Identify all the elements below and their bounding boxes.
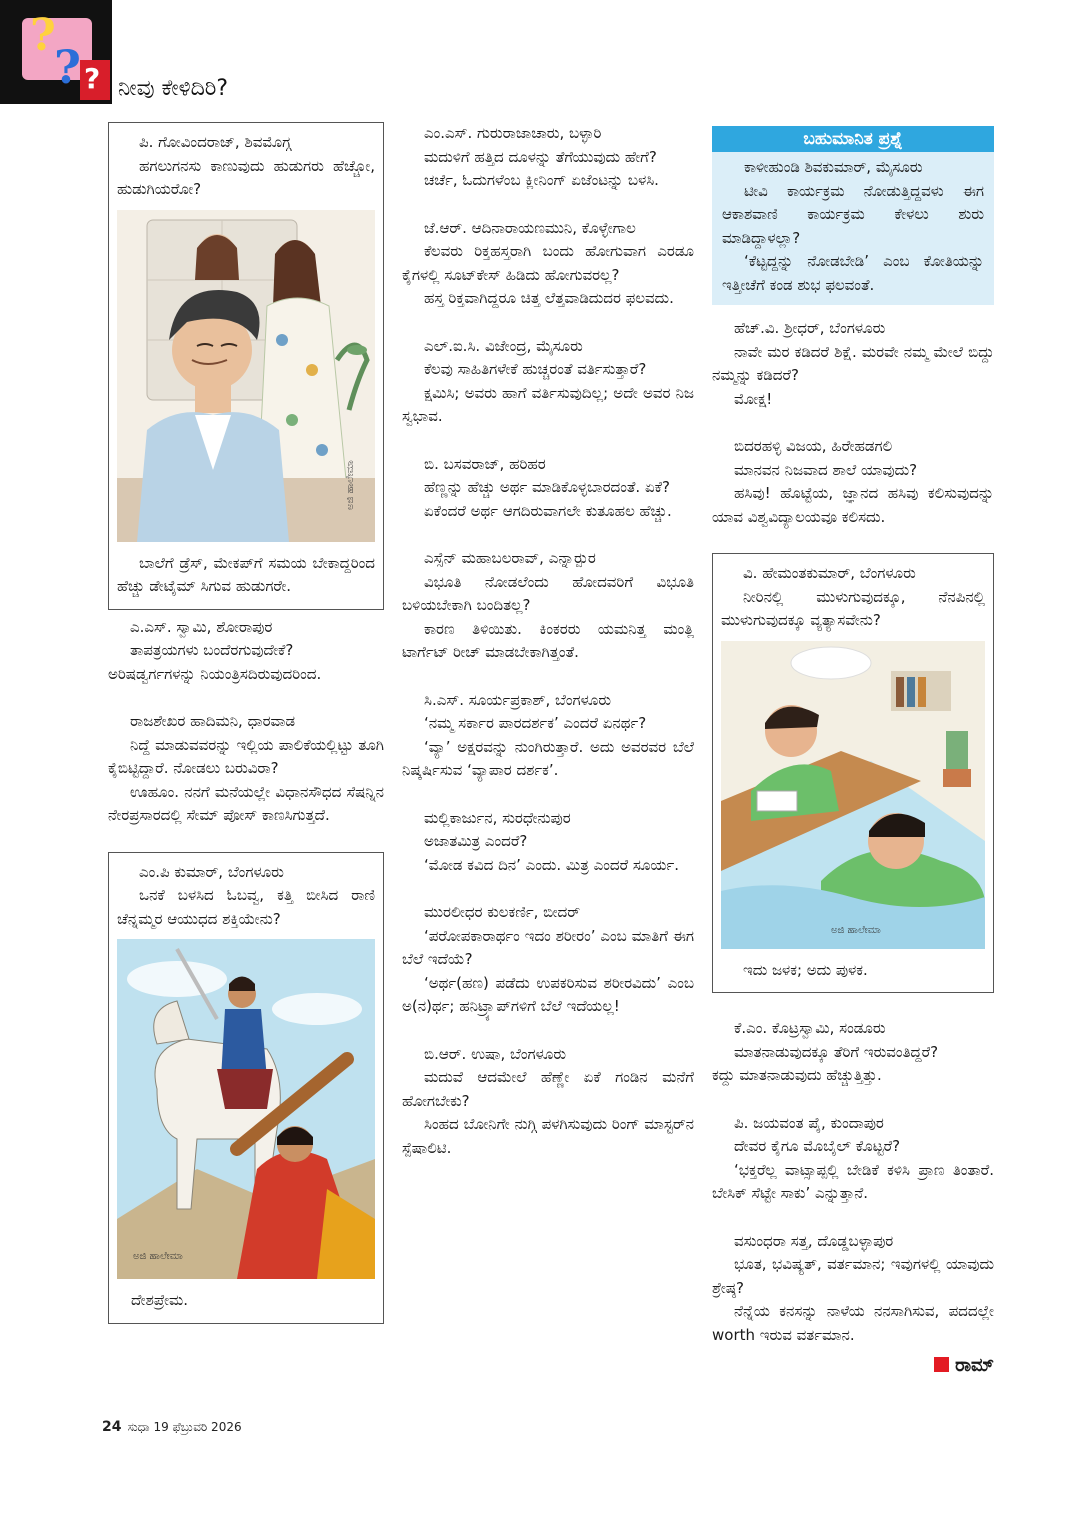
- qa-item: [402, 1043, 694, 1161]
- answer-text: ಅರಿಷಡ್ವರ್ಗಗಳನ್ನು ನಿಯಂತ್ರಿಸದಿರುವುದರಿಂದ.: [108, 664, 322, 683]
- question-text: ನಾವೇ ಮರ ಕಡಿದರೆ ಶಿಕ್ಷೆ. ಮರವೇ ನಮ್ಮ ಮೇಲೆ ಬಿದ್ದು ನಮ್ಮನ್ನು ಕಡಿದರೆ?: [712, 342, 994, 384]
- question-text: ನಿದ್ದೆ ಮಾಡುವವರನ್ನು ಇಲ್ಲಿಯ ಪಾಲಿಕೆಯಲ್ಲಿಟ್ಟು ತೂಗಿ ಕೈಬಿಟ್ಟಿದ್ದಾರೆ. ನೋಡಲು ಬರುವಿರಾ?: [108, 735, 384, 777]
- question-text: ಟೀವಿ ಕಾರ್ಯಕ್ರಮ ನೋಡುತ್ತಿದ್ದವಳು ಈಗ ಆಕಾಶವಾಣಿ ಕಾರ್ಯಕ್ರಮ ಕೇಳಲು ಶುರು ಮಾಡಿದ್ದಾಳಲ್ಲಾ?: [722, 181, 984, 247]
- answer-text: ಕಾರಣ ತಿಳಿಯಿತು. ಕಿಂಕರರು ಯಮನಿತ್ತ ಮಂತ್ಲಿ ಟಾರ್ಗೆಟ್ ರೀಚ್ ಮಾಡಬೇಕಾಗಿತ್ತಂತೆ.: [402, 619, 694, 661]
- column-3: [712, 126, 994, 1376]
- answer-text: ‘ಮೋಡ ಕವಿದ ದಿನ’ ಎಂದು. ಮಿತ್ರ ಎಂದರೆ ಸೂರ್ಯ.: [424, 855, 680, 874]
- answer-text: ಏಕೆಂದರೆ ಅರ್ಥ ಆಗದಿರುವಾಗಲೇ ಕುತೂಹಲ ಹೆಚ್ಚು.: [424, 501, 672, 520]
- logo-question-mark-icon: ?: [54, 40, 81, 94]
- section-logo: [0, 0, 112, 104]
- illustrator-signature: ಅಜಿ ಹಾಲೇಮಾ: [133, 1251, 183, 1262]
- qa-item: [712, 1017, 994, 1088]
- answer-text: ಕ್ಷಮಿಸಿ; ಅವರು ಹಾಗೆ ವರ್ತಿಸುವುದಿಲ್ಲ; ಅದೇ ಅವರ ನಿಜ ಸ್ವಭಾವ.: [402, 383, 694, 425]
- reader-name: ಬಿ.ಆರ್. ಉಷಾ, ಬೆಂಗಳೂರು: [424, 1044, 567, 1063]
- question-text: ತಾಪತ್ರಯಗಳು ಬಂದೆರಗುವುದೇಕೆ?: [130, 641, 294, 659]
- illustrator-signature: ಅಜಿ ಹಾಲೇಮಾ: [831, 924, 881, 936]
- answer-text: ಸಿಂಹದ ಬೋನಿಗೇ ನುಗ್ಗಿ ಪಳಗಿಸುವುದು ರಿಂಗ್ ಮಾಸ್ಟರ್‌ನ ಸ್ಪೆಷಾಲಿಟಿ.: [402, 1115, 694, 1157]
- qa-item: [402, 335, 694, 429]
- issue-date: ಸುಧಾ 19 ಫೆಬ್ರುವರಿ 2026: [127, 1420, 242, 1434]
- question-text: ಭೂತ, ಭವಿಷ್ಯತ್, ವರ್ತಮಾನ; ಇವುಗಳಲ್ಲಿ ಯಾವುದು ಶ್ರೇಷ್ಠ?: [712, 1255, 994, 1297]
- daydream-illustration: [117, 210, 375, 542]
- bath-and-dream-illustration: [721, 641, 985, 949]
- illustrated-qa-box: [108, 122, 384, 610]
- prize-question-box: [712, 126, 994, 305]
- question-text: ಮದುವೆ ಆದಮೇಲೆ ಹೆಣ್ಣೇ ಏಕೆ ಗಂಡಿನ ಮನೆಗೆ ಹೋಗಬೇಕು?: [402, 1068, 694, 1110]
- qa-item: [108, 710, 384, 828]
- qa-item: [402, 453, 694, 524]
- author-signoff: [712, 1355, 994, 1376]
- question-text: ಹಗಲುಗನಸು ಕಾಣುವುದು ಹುಡುಗರು ಹೆಚ್ಚೋ, ಹುಡುಗಿಯರೋ?: [117, 156, 375, 198]
- answer-text: ‘ವ್ಯಾ’ ಅಕ್ಷರವನ್ನು ನುಂಗಿರುತ್ತಾರೆ. ಅದು ಅವರವರ ಬೆಲೆ ನಿಷ್ಕರ್ಷಿಸುವ ‘ವ್ಯಾಪಾರ ದರ್ಶಕ’.: [402, 737, 694, 779]
- question-text: ಕೆಲವು ಸಾಹಿತಿಗಳೇಕೆ ಹುಚ್ಚರಂತೆ ವರ್ತಿಸುತ್ತಾರೆ?: [424, 360, 647, 378]
- reader-name: ವಿ. ಹೇಮಂತಕುಮಾರ್, ಬೆಂಗಳೂರು: [743, 564, 916, 582]
- question-text: ನೀರಿನಲ್ಲಿ ಮುಳುಗುವುದಕ್ಕೂ, ನೆನಪಿನಲ್ಲಿ ಮುಳುಗುವುದಕ್ಕೂ ವ್ಯತ್ಯಾಸವೇನು?: [721, 587, 985, 629]
- reader-name: ಜೆ.ಆರ್. ಆದಿನಾರಾಯಣಮುನಿ, ಕೊಳ್ಳೇಗಾಲ: [424, 218, 636, 237]
- answer-text: ಕದ್ದು ಮಾತನಾಡುವುದು ಹೆಚ್ಚುತ್ತಿತ್ತು.: [712, 1066, 882, 1084]
- page-footer: [102, 1419, 242, 1435]
- logo-question-mark-icon: ?: [30, 10, 56, 61]
- reader-name: ಬಿ. ಬಸವರಾಜ್, ಹರಿಹರ: [424, 454, 546, 473]
- question-text: ಮದುಳಿಗೆ ಹತ್ತಿದ ದೂಳನ್ನು ತೆಗೆಯುವುದು ಹೇಗೆ?: [424, 147, 657, 166]
- qa-item: [402, 689, 694, 783]
- question-text: ಒನಕೆ ಬಳಸಿದ ಓಬವ್ವ, ಕತ್ತಿ ಬೀಸಿದ ರಾಣಿ ಚೆನ್ನಮ್ಮರ ಆಯುಧದ ಶಕ್ತಿಯೇನು?: [117, 886, 375, 928]
- answer-text: ಹಸ್ತ ರಿಕ್ತವಾಗಿದ್ದರೂ ಚಿತ್ತ ಲೆತ್ತವಾಡಿದುದರ ಫಲವದು.: [424, 289, 674, 307]
- qa-item: [402, 807, 694, 878]
- question-text: ಮಾತನಾಡುವುದಕ್ಕೂ ತೆರಿಗೆ ಇರುವಂತಿದ್ದರೆ?: [734, 1042, 939, 1061]
- answer-text: ಚರ್ಚೆ, ಓದುಗಳೆಂಬ ಕ್ಲೀನಿಂಗ್ ಏಜೆಂಟನ್ನು ಬಳಸಿ.: [424, 171, 659, 189]
- reader-name: ಎಲ್.ಐ.ಸಿ. ವಿಜೇಂದ್ರ, ಮೈಸೂರು: [424, 336, 583, 355]
- answer-text: ‘ಅರ್ಥ(ಹಣ) ಪಡೆದು ಉಪಕರಿಸುವ ಶರೀರವಿದು’ ಎಂಬ ಅ(ನ)ರ್ಥ; ಹನಿಟ್ರ್ಯಾಪ್‌ಗಳಿಗೆ ಬೆಲೆ ಇದೆಯಲ್ಲ!: [402, 973, 694, 1015]
- reader-name: ಪಿ. ಗೋವಿಂದರಾಜ್, ಶಿವಮೊಗ್ಗ: [139, 133, 292, 151]
- qa-item: [712, 435, 994, 529]
- reader-name: ಹೆಚ್.ವಿ. ಶ್ರೀಧರ್, ಬೆಂಗಳೂರು: [734, 319, 886, 337]
- illustrator-signature: ಅಜಿ ಹಾಲೇಮಾ: [345, 459, 356, 510]
- illustrated-qa-box: [712, 553, 994, 993]
- column-1: [108, 122, 384, 1330]
- answer-text: ಮೋಕ್ಷ!: [734, 389, 773, 408]
- reader-name: ಪಿ. ಜಯವಂತ ಪೈ, ಕುಂದಾಪುರ: [734, 1113, 884, 1132]
- reader-name: ಕೆ.ಎಂ. ಕೊಟ್ರಸ್ವಾಮಿ, ಸಂಡೂರು: [734, 1019, 886, 1037]
- answer-caption: ಇದು ಜಳಕ; ಅದು ಪುಳಕ.: [743, 960, 868, 979]
- reader-name: ಎ.ಎಸ್. ಸ್ವಾಮಿ, ಶೋರಾಪುರ: [130, 617, 273, 636]
- question-text: ದೇವರ ಕೈಗೂ ಮೊಬೈಲ್ ಕೊಟ್ಟರೆ?: [734, 1137, 901, 1155]
- qa-item: [712, 317, 994, 411]
- reader-name: ರಾಜಶೇಖರ ಹಾದಿಮನಿ, ಧಾರವಾಡ: [130, 712, 295, 730]
- answer-text: ‘ಕೆಟ್ಟದ್ದನ್ನು ನೋಡಬೇಡಿ’ ಎಂಬ ಕೋತಿಯನ್ನು ಇತ್ತೀಚೆಗೆ ಕಂಡ ಶುಭ ಫಲವಂತೆ.: [722, 252, 984, 294]
- question-text: ‘ಪರೋಪಕಾರಾರ್ಥಂ ಇದಂ ಶರೀರಂ’ ಎಂಬ ಮಾತಿಗೆ ಈಗ ಬೆಲೆ ಇದೆಯೆ?: [402, 926, 694, 968]
- reader-name: ಸಿ.ಎಸ್. ಸೂರ್ಯಪ್ರಕಾಶ್, ಬೆಂಗಳೂರು: [424, 690, 612, 709]
- section-title: ನೀವು ಕೇಳಿದಿರಿ?: [118, 76, 229, 101]
- reader-name: ಮಲ್ಲಿಕಾರ್ಜುನ, ಸುರಧೇನುಪುರ: [424, 808, 571, 827]
- qa-item: [712, 1230, 994, 1348]
- answer-text: ನೆನ್ನೆಯ ಕನಸನ್ನು ನಾಳೆಯ ನನಸಾಗಿಸುವ, ಪದದಲ್ಲೇ worth ಇರುವ ವರ್ತಮಾನ.: [712, 1302, 994, 1344]
- reader-name: ಎಸ್ಸೆನ್ ಮಹಾಬಲರಾವ್, ಎನ್ನಾರ್‍ಪುರ: [424, 549, 596, 567]
- qa-item: [108, 616, 384, 687]
- qa-item: [402, 901, 694, 1019]
- page-number: 24: [102, 1419, 122, 1435]
- red-square-icon: [934, 1357, 949, 1372]
- qa-item: [402, 122, 694, 193]
- column-2: [402, 122, 694, 1184]
- answer-text: ಊಹೂಂ. ನನಗೆ ಮನೆಯಲ್ಲೇ ವಿಧಾನಸೌಧದ ಸೆಷನ್ನಿನ ನೇರಪ್ರಸಾರದಲ್ಲಿ ಸೇಮ್ ಪೋಸ್ ಕಾಣಸಿಗುತ್ತದೆ.: [108, 782, 384, 824]
- answer-caption: ಬಾಲೆಗೆ ಡ್ರೆಸ್, ಮೇಕಪ್‌ಗೆ ಸಮಯ ಬೇಕಾದ್ದರಿಂದ ಹೆಚ್ಚು ಡೇಟೈಮ್ ಸಿಗುವ ಹುಡುಗರೇ.: [117, 553, 375, 595]
- answer-caption: ದೇಶಪ್ರೇಮ.: [131, 1291, 189, 1309]
- answer-text: ಹಸಿವು! ಹೊಟ್ಟೆಯ, ಜ್ಞಾನದ ಹಸಿವು ಕಲಿಸುವುದನ್ನು ಯಾವ ವಿಶ್ವವಿದ್ಯಾಲಯವೂ ಕಲಿಸದು.: [712, 484, 994, 526]
- qa-item: [402, 217, 694, 311]
- question-text: ವಿಭೂತಿ ನೋಡಲೆಂದು ಹೋದವರಿಗೆ ವಿಭೂತಿ ಬಳಿಯಬೇಕಾಗಿ ಬಂದಿತಲ್ಲ?: [402, 572, 694, 614]
- question-text: ಮಾನವನ ನಿಜವಾದ ಶಾಲೆ ಯಾವುದು?: [734, 460, 918, 479]
- question-text: ‘ನಮ್ಮ ಸರ್ಕಾರ ಪಾರದರ್ಶಕ’ ಎಂದರೆ ಏನರ್ಥ?: [424, 714, 647, 732]
- question-text: ಕೆಲವರು ರಿಕ್ತಹಸ್ತರಾಗಿ ಬಂದು ಹೋಗುವಾಗ ಎರಡೂ ಕೈಗಳಲ್ಲಿ ಸೂಟ್‌ಕೇಸ್ ಹಿಡಿದು ಹೋಗುವರಲ್ಲ?: [402, 242, 694, 284]
- reader-name: ಬಿದರಹಳ್ಳಿ ವಿಜಯ, ಹಿರೇಹಡಗಲಿ: [734, 437, 893, 455]
- question-text: ಅಜಾತಮಿತ್ರ ಎಂದರೆ?: [424, 832, 528, 850]
- author-name: ರಾಮ್: [955, 1355, 994, 1376]
- reader-name: ಕಾಳೀಹುಂಡಿ ಶಿವಕುಮಾರ್, ಮೈಸೂರು: [744, 158, 923, 176]
- warrior-queens-illustration: [117, 939, 375, 1279]
- qa-item: [712, 1112, 994, 1206]
- reader-name: ಎಂ.ಪಿ ಕುಮಾರ್, ಬೆಂಗಳೂರು: [139, 862, 284, 881]
- question-text: ಹೆಣ್ಣನ್ನು ಹೆಚ್ಚು ಅರ್ಥ ಮಾಡಿಕೊಳ್ಳಬಾರದಂತೆ. ಏಕೆ?: [424, 478, 670, 496]
- reader-name: ವಸುಂಧರಾ ಸತ್ತ, ದೊಡ್ಡಬಳ್ಳಾಪುರ: [734, 1231, 894, 1250]
- reader-name: ಮುರಲೀಧರ ಕುಲಕರ್ಣಿ, ಬೀದರ್: [424, 903, 581, 921]
- illustrated-qa-box: [108, 852, 384, 1324]
- qa-item: [402, 547, 694, 665]
- reader-name: ಎಂ.ಎಸ್. ಗುರುರಾಜಾಚಾರು, ಬಳ್ಳಾರಿ: [424, 124, 602, 142]
- logo-question-mark-icon: ?: [84, 62, 101, 95]
- answer-text: ‘ಭಕ್ತರೆಲ್ಲ ವಾಟ್ಸಾಪ್ಪಲ್ಲಿ ಬೇಡಿಕೆ ಕಳಿಸಿ ಪ್ರಾಣ ತಿಂತಾರೆ. ಬೇಸಿಕ್ ಸೆಟ್ಟೇ ಸಾಕು’ ಎನ್ನುತ್ತಾನೆ.: [712, 1160, 994, 1202]
- prize-question-heading: ಬಹುಮಾನಿತ ಪ್ರಶ್ನೆ: [712, 126, 994, 152]
